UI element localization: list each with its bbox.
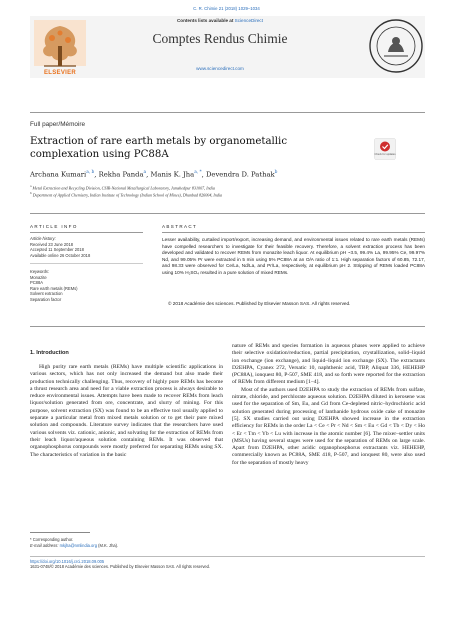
header-divider xyxy=(30,112,425,113)
article-info-rule xyxy=(30,232,143,233)
keyword-item[interactable]: Separation factor xyxy=(30,296,62,302)
affiliation-marker: b xyxy=(30,191,32,195)
history-item: Received 23 June 2018 xyxy=(30,241,74,247)
footnote-rule xyxy=(30,532,90,533)
section-type: Full paper/Mémoire xyxy=(30,121,86,128)
affiliation-marker: a xyxy=(30,184,32,188)
journal-reference[interactable]: C. R. Chimie 21 (2018) 1029–1034 xyxy=(193,6,260,11)
keywords xyxy=(30,269,143,302)
crossmark-label: Check for updates xyxy=(374,153,396,157)
issn-line: 1631-0748/© 2018 Académie des sciences. Published by Elsevier Masson SAS. All rights reserved. xyxy=(30,564,211,570)
history-label: Article history: xyxy=(30,236,56,241)
elsevier-tree-logo xyxy=(30,16,90,78)
author-name[interactable]: Rekha Panda xyxy=(98,170,144,179)
article-title: Extraction of rare earth metals by organometallic complexation using PC88A xyxy=(30,136,288,160)
corresponding-label: * Corresponding author. xyxy=(30,537,74,542)
journal-title: Comptes Rendus Chimie xyxy=(152,31,288,46)
body-column-left xyxy=(30,364,223,459)
email-suffix: (M.K. Jha). xyxy=(98,542,119,548)
introduction-heading: 1. Introduction xyxy=(30,350,69,356)
keyword-item[interactable]: Solvent extraction xyxy=(30,291,63,296)
history-item: Accepted 11 September 2018 xyxy=(30,247,84,252)
author-name[interactable]: Devendra D. Pathak xyxy=(205,170,275,179)
body-paragraph: nature of REMs and species formation in aqueous phases were applied to achieve their selective oxidation/reduction, partial precipitation, crystallization, solid–liquid ion exchange (ion exchange), and liquid–liquid ion exchange (SX). The extractants D2EHPA, Cyanex 272, Versatic 10, naphthenic acid, TBP, Aliquat 336, HEHEHP (PC88A), ionquest 80, P-507, SME 418, and so forth were reported for the extraction of REMs from different medium [1–4]. xyxy=(232,343,425,386)
author-affil-marker[interactable]: a xyxy=(143,170,147,175)
body-paragraph: Most of the authors used D2EHPA to study the extraction of REMs from sulfate, nitrate, chloride, and perchlorate aqueous solution. D2EHPA diluted in kerosene was used for the separation of Sm, Eu, and Gd from Ce-depleted nitric–hydrochloric acid solution generated during processing of lanthanide hydrous oxide cake of monazite [5]. SX studies carried out using D2EHPA showed increase in the extraction efficiency for REMs in the order La < Ce < Pr < Nd < Sm < Eu < Gd < Tb < Dy < Ho < Er < Tm < Yb < Lu with increase in the atomic number [6]. The mixer–settler units (MSUs) having several stages were used for the separation of REMs on large scale. Apart from D2EHPA, other acidic organophosphorus extractants viz. HEHEHP, commercially known as PC88A, SME 418, P-507, and ionquest 80, were also used for the separation of mostly heavy xyxy=(232,386,425,466)
author-affil-marker[interactable]: a, * xyxy=(194,170,202,175)
affiliation xyxy=(30,184,215,190)
email-link[interactable]: mkjha@nmlindia.org xyxy=(59,542,97,548)
sciencedirect-link[interactable]: ScienceDirect xyxy=(234,18,264,23)
body-column-right xyxy=(232,343,425,467)
article-history xyxy=(30,236,143,258)
email-label: E-mail address: xyxy=(30,542,59,548)
contents-lists-line xyxy=(110,18,330,23)
footer-divider xyxy=(30,556,425,557)
article-info-heading: ARTICLE INFO xyxy=(30,224,78,229)
author-list: Archana Kumari$^{a, b}$, Rekha Panda$^a$, Manis K. Jha$^{a, *}$, Devendra D. Pathak$^b$ xyxy=(30,170,278,179)
abstract-body: Lesser availability, curtailed import/export, increasing demand, and environmental issues related to rare earth metals (REMs) have compelled researchers to investigate for their feasible recovery. Therefore, a solvent extraction process has been developed and validated to recover REMs from monazite leach liquor. At equilibrium pH ~3.5, 99.4% La, 99.95% Ce, 99.97% Nd, and 99.05% Pr were extracted in 5 min using 5% PC88A at an O/A ratio of 1:1. High separation factors of 60.85, 72.17, and 98.33 were observed for Ce/La, Nd/La, and Pr/La, respectively, at equilibrium pH 2. Stripping of REMs loaded PC88A using 10% H₂SO₄ resulted in a pure solution of mixed REMs. xyxy=(162,237,425,275)
author-name[interactable]: Archana Kumari xyxy=(30,170,87,179)
abstract-heading: ABSTRACT xyxy=(162,224,198,229)
body-divider xyxy=(30,326,425,327)
email-line xyxy=(30,543,223,549)
doi-block xyxy=(30,559,210,570)
abstract-copyright: © 2018 Académie des sciences. Published by Elsevier Masson SAS. All rights reserved. xyxy=(168,301,351,306)
doi-link[interactable]: https://doi.org/10.1016/j.crci.2018.09.005 xyxy=(30,559,105,564)
keyword-item[interactable]: PC88A xyxy=(30,280,43,285)
affiliation-text: Department of Applied Chemistry, Indian Institute of Technology (Indian School of Mines), Dhanbad 826004, India xyxy=(32,192,223,198)
meta-divider xyxy=(30,213,425,214)
academie-seal-logo xyxy=(368,18,424,74)
journal-url-link[interactable]: www.sciencedirect.com xyxy=(196,66,244,71)
author-name[interactable]: Manis K. Jha xyxy=(150,170,195,179)
keywords-label: Keywords: xyxy=(30,269,50,274)
abstract-rule xyxy=(162,232,425,233)
elsevier-wordmark: ELSEVIER xyxy=(43,70,77,76)
body-paragraph: High purity rare earth metals (REMs) have multiple scientific applications in various sectors, which has not only increased the demand but also made their production technically challenging. Thus, recovery of highly pure REMs has become a thrust research area and need for a viable extraction process is always desirable to reduce environmental issues. Attempts have been made to recover REMs from leach liquor/solution generated from ore, concentrate, and slurry of mining. For this purpose, solvent extraction (SX) was found to be an effective tool usually applied to separate a particular metal from mixed metals solution or to get their pure mixed solution and compounds. Literature survey indicates that the researchers have used various solvents viz. cationic, anionic, and solvating for the extraction of REMs from their leach liquor/aqueous solution containing REMs. It was observed that organophosphorus compounds were mostly preferred for separating REMs using SX. The characteristics of variation in the basic xyxy=(30,364,223,458)
affiliation xyxy=(30,191,222,197)
history-divider xyxy=(30,263,143,264)
affiliation-text: Metal Extraction and Recycling Division, CSIR-National Metallurgical Laboratory, Jamshedpur 831007, India xyxy=(32,185,215,191)
keyword-item[interactable]: Rare earth metals (REMs) xyxy=(30,285,78,291)
history-item: Available online 26 October 2018 xyxy=(30,252,91,258)
contents-prefix: Contents lists available at xyxy=(176,18,234,23)
author-affil-marker[interactable]: a, b xyxy=(86,170,95,175)
keyword-item[interactable]: Monazite xyxy=(30,274,47,280)
crossmark-icon[interactable] xyxy=(374,138,396,160)
corresponding-author-note xyxy=(30,537,223,548)
author-affil-marker[interactable]: b xyxy=(274,170,278,175)
